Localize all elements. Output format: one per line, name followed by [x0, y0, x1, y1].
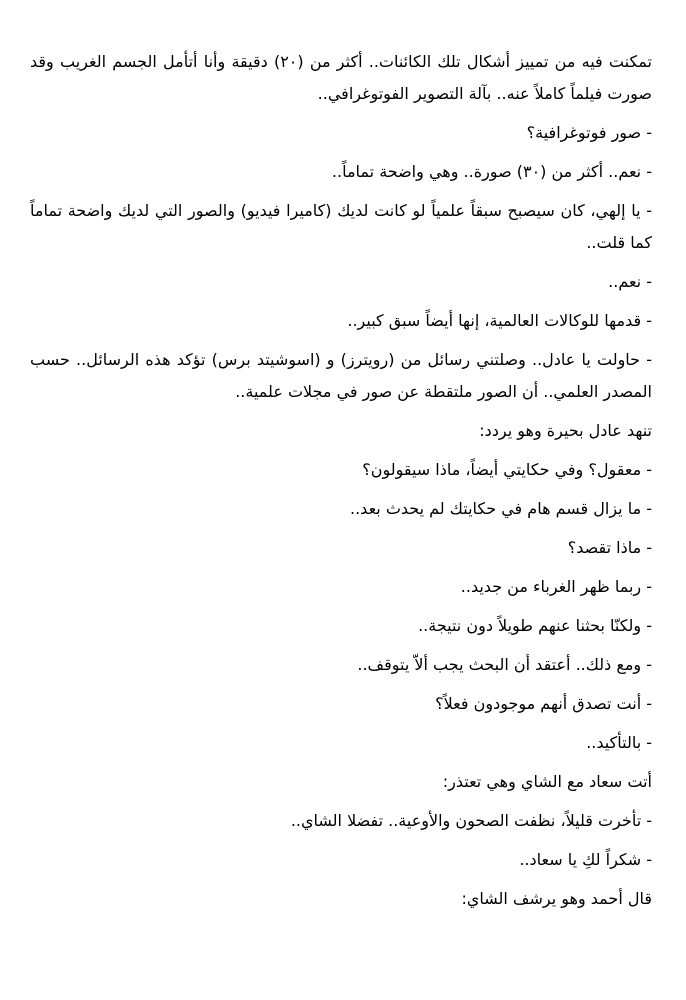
- paragraph-20: قال أحمد وهو يرشف الشاي:: [461, 889, 652, 908]
- paragraph-12: - ربما ظهر الغرباء من جديد..: [460, 577, 652, 596]
- paragraph-6: - قدمها للوكالات العالمية، إنها أيضاً سبق كبير..: [347, 311, 652, 330]
- paragraph-7: - حاولت يا عادل.. وصلتني رسائل من (رويترز) و (اسوشيتد برس) تؤكد هذه الرسائل.. حسب المصدر العلمي.. أن الصور ملتقطة عن صور في مجلات علمية..: [30, 350, 652, 401]
- paragraph-9: - معقول؟ وفي حكايتي أيضاً، ماذا سيقولون؟: [362, 460, 652, 479]
- paragraph-15: - أنت تصدق أنهم موجودون فعلاً؟: [435, 694, 652, 713]
- paragraph-4: - يا إلهي، كان سيصبح سبقاً علمياً لو كانت لديك (كاميرا فيديو) والصور التي لديك واضحة تماماً كما قلت..: [30, 201, 652, 252]
- paragraph-11: - ماذا تقصد؟: [567, 538, 652, 557]
- paragraph-16: - بالتأكيد..: [586, 733, 652, 752]
- paragraph-10: - ما يزال قسم هام في حكايتك لم يحدث بعد..: [350, 499, 652, 518]
- paragraph-19: - شكراً لكِ يا سعاد..: [519, 850, 652, 869]
- paragraph-5: - نعم..: [608, 272, 652, 291]
- paragraph-3: - نعم.. أكثر من (٣٠) صورة.. وهي واضحة تماماً..: [331, 162, 652, 181]
- paragraph-17: أتت سعاد مع الشاي وهي تعتذر:: [442, 772, 652, 791]
- paragraph-13: - ولكنّا بحثنا عنهم طويلاً دون نتيجة..: [418, 616, 652, 635]
- paragraph-8: تنهد عادل بحيرة وهو يردد:: [479, 421, 652, 440]
- paragraph-1: تمكنت فيه من تمييز أشكال تلك الكائنات.. أكثر من (٢٠) دقيقة وأنا أتأمل الجسم الغريب وقد صورت فيلماً كاملاً عنه.. بآلة التصوير الفوتوغرافي..: [30, 52, 652, 103]
- paragraph-2: - صور فوتوغرافية؟: [526, 123, 652, 142]
- paragraph-18: - تأخرت قليلاً، نظفت الصحون والأوعية.. تفضلا الشاي..: [290, 811, 652, 830]
- document-body: [30, 46, 652, 915]
- paragraph-14: - ومع ذلك.. أعتقد أن البحث يجب ألاّ يتوقف..: [357, 655, 652, 674]
